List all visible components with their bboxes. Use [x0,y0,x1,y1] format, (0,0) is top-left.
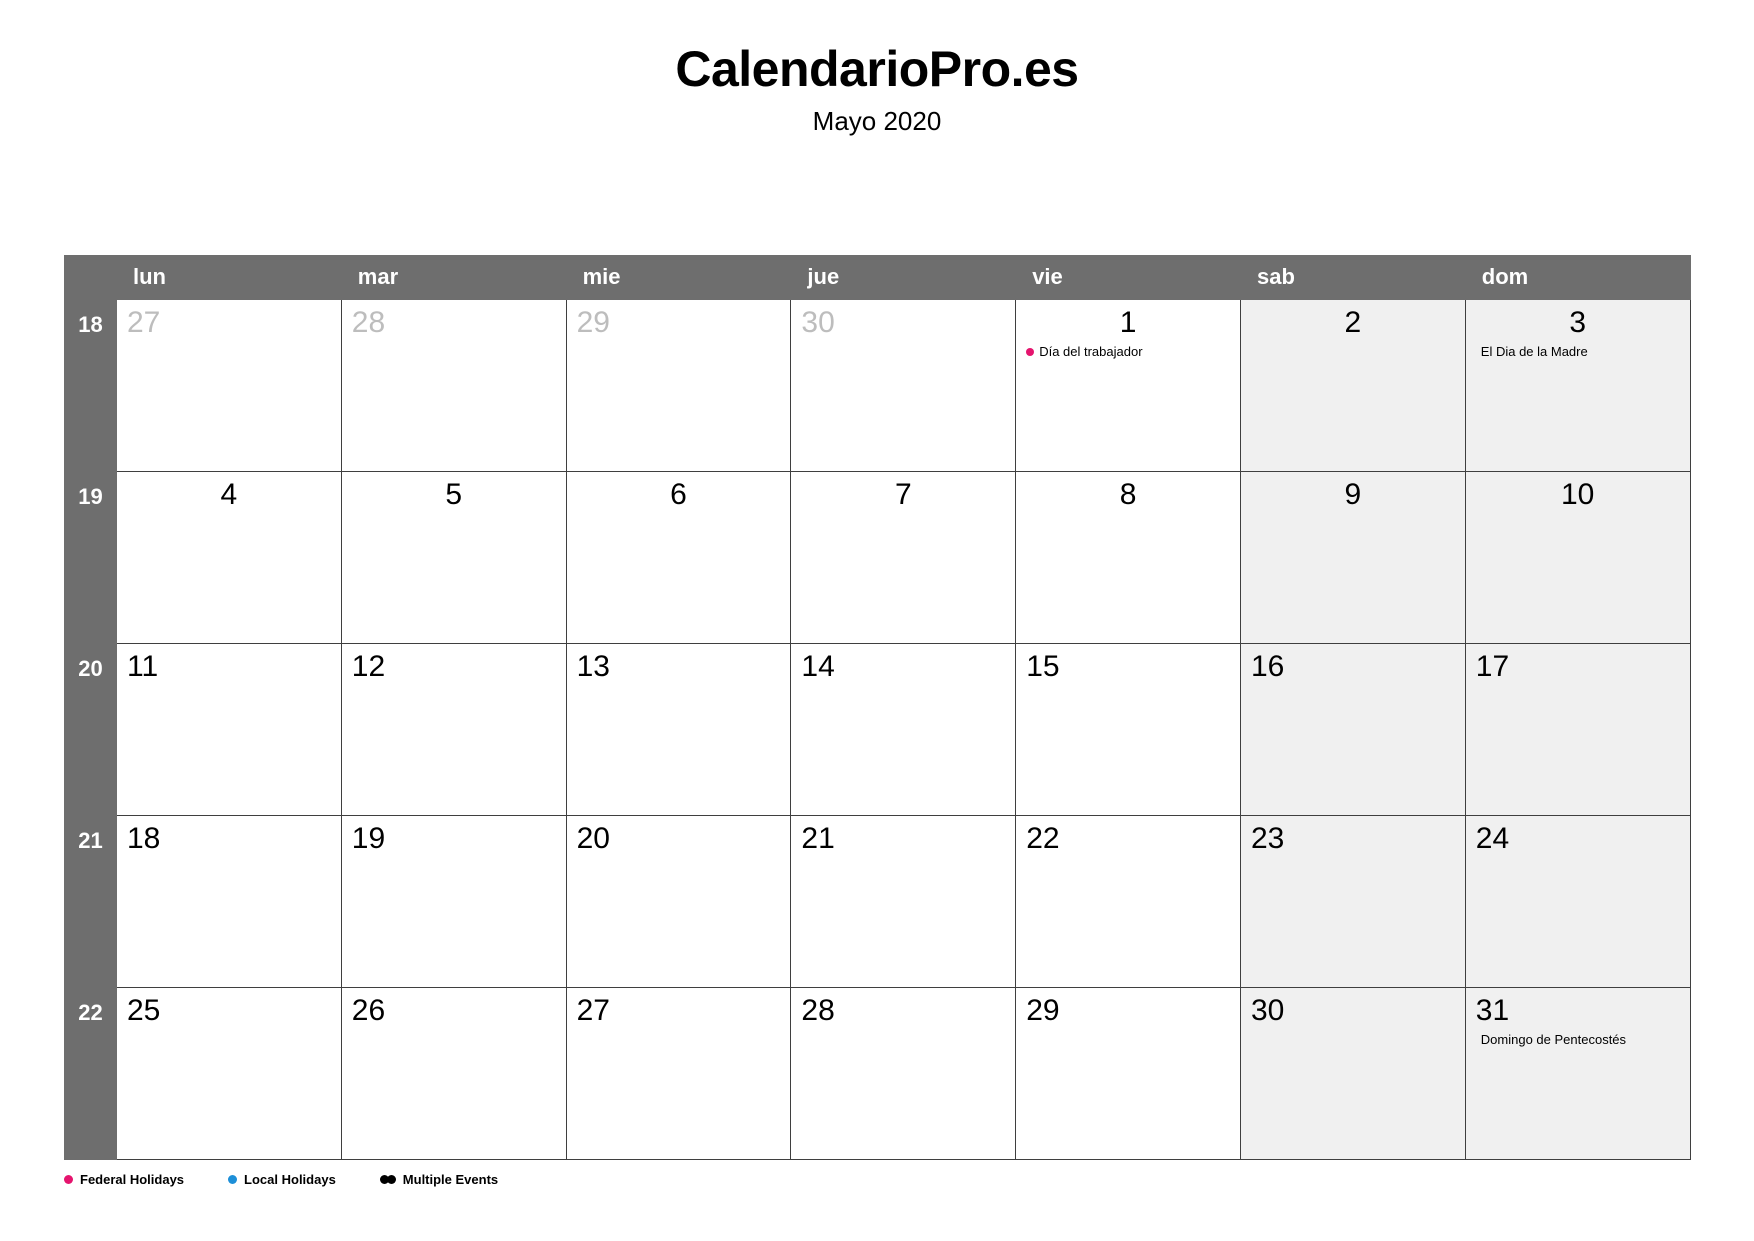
day-cell[interactable] [1240,816,1465,988]
legend-label: Federal Holidays [80,1172,185,1187]
day-cell[interactable] [341,988,566,1160]
weekday-header-lun: lun [117,256,342,300]
day-cell[interactable] [1016,300,1241,472]
day-number: 31 [1475,994,1510,1027]
day-number: 3 [1569,306,1587,339]
legend-item [380,1172,498,1187]
calendar-week-row [65,644,1691,816]
event-item[interactable] [1476,1032,1680,1048]
day-number: 30 [801,306,835,339]
day-number: 2 [1344,306,1362,339]
day-cell[interactable] [1240,988,1465,1160]
page-header [0,0,1754,136]
day-number: 8 [1119,478,1137,511]
day-number: 27 [127,306,161,339]
day-events [1476,1032,1680,1048]
day-number: 22 [1026,822,1060,855]
day-number: 14 [801,650,835,683]
day-cell[interactable] [341,300,566,472]
day-cell[interactable] [791,988,1016,1160]
calendar-container [64,255,1690,1160]
day-cell[interactable] [791,472,1016,644]
day-cell[interactable] [117,300,342,472]
day-number: 28 [351,306,386,339]
day-cell[interactable] [1016,988,1241,1160]
day-cell[interactable] [1016,644,1241,816]
day-cell[interactable] [1240,472,1465,644]
multiple-events-icon [380,1175,396,1184]
calendar-table [64,255,1691,1160]
day-number: 9 [1344,478,1362,511]
weekday-header-mar: mar [341,256,566,300]
day-number: 29 [576,306,610,339]
day-cell[interactable] [566,472,791,644]
day-number: 1 [1119,306,1137,339]
day-number: 28 [801,994,835,1027]
day-cell[interactable] [117,816,342,988]
day-number: 29 [1026,994,1060,1027]
day-cell[interactable] [1240,300,1465,472]
legend-item [64,1172,184,1187]
day-number: 24 [1475,822,1510,855]
event-label: Día del trabajador [1039,344,1143,359]
day-number: 17 [1475,650,1510,683]
day-number: 20 [576,822,610,855]
legend [64,1172,498,1187]
weeknum-corner [65,256,117,300]
day-cell[interactable] [117,988,342,1160]
calendar-body [65,300,1691,1160]
day-number: 4 [220,478,238,511]
day-cell[interactable] [1465,816,1690,988]
day-number: 19 [351,822,386,855]
day-cell[interactable] [566,644,791,816]
week-number: 18 [65,300,117,472]
day-number: 26 [351,994,386,1027]
day-cell[interactable] [1465,472,1690,644]
calendar-week-row [65,300,1691,472]
event-label: El Dia de la Madre [1480,344,1588,359]
event-dot-icon [1026,348,1034,356]
day-events [1026,344,1230,360]
day-cell[interactable] [341,472,566,644]
legend-label: Local Holidays [244,1172,336,1187]
calendar-header-row [65,256,1691,300]
weekday-header-jue: jue [791,256,1016,300]
day-cell[interactable] [1016,472,1241,644]
day-number: 15 [1026,650,1060,683]
day-cell[interactable] [791,644,1016,816]
day-cell[interactable] [117,644,342,816]
weekday-header-vie: vie [1016,256,1241,300]
day-cell[interactable] [1240,644,1465,816]
day-cell[interactable] [117,472,342,644]
weekday-header-dom: dom [1465,256,1690,300]
legend-item [228,1172,336,1187]
day-number: 18 [127,822,161,855]
day-number: 23 [1250,822,1285,855]
calendar-week-row [65,988,1691,1160]
day-number: 30 [1250,994,1285,1027]
day-number: 25 [127,994,161,1027]
federal-holiday-dot-icon [64,1175,73,1184]
site-title: CalendarioPro.es [675,41,1079,97]
day-number: 5 [445,478,463,511]
week-number: 20 [65,644,117,816]
week-number: 22 [65,988,117,1160]
month-title: Mayo 2020 [812,106,942,136]
legend-label: Multiple Events [402,1172,499,1187]
day-cell[interactable] [1465,644,1690,816]
day-cell[interactable] [791,300,1016,472]
day-number: 16 [1250,650,1285,683]
day-cell[interactable] [1465,300,1690,472]
event-item[interactable] [1476,344,1680,360]
event-label: Domingo de Pentecostés [1480,1032,1627,1047]
day-number: 6 [670,478,687,511]
day-cell[interactable] [566,988,791,1160]
calendar-week-row [65,816,1691,988]
day-cell[interactable] [1016,816,1241,988]
day-number: 10 [1560,478,1595,511]
week-number: 21 [65,816,117,988]
weekday-header-sab: sab [1240,256,1465,300]
local-holiday-dot-icon [228,1175,237,1184]
calendar-week-row [65,472,1691,644]
day-cell[interactable] [566,300,791,472]
day-number: 21 [801,822,835,855]
day-number: 11 [127,650,159,683]
day-cell[interactable] [1465,988,1690,1160]
day-events [1476,344,1680,360]
day-cell[interactable] [791,816,1016,988]
weekday-header-mie: mie [566,256,791,300]
day-cell[interactable] [341,816,566,988]
day-cell[interactable] [566,816,791,988]
week-number: 19 [65,472,117,644]
day-cell[interactable] [341,644,566,816]
day-number: 13 [576,650,610,683]
day-number: 12 [351,650,386,683]
event-item[interactable] [1026,344,1230,360]
day-number: 27 [576,994,610,1027]
day-number: 7 [894,478,912,511]
